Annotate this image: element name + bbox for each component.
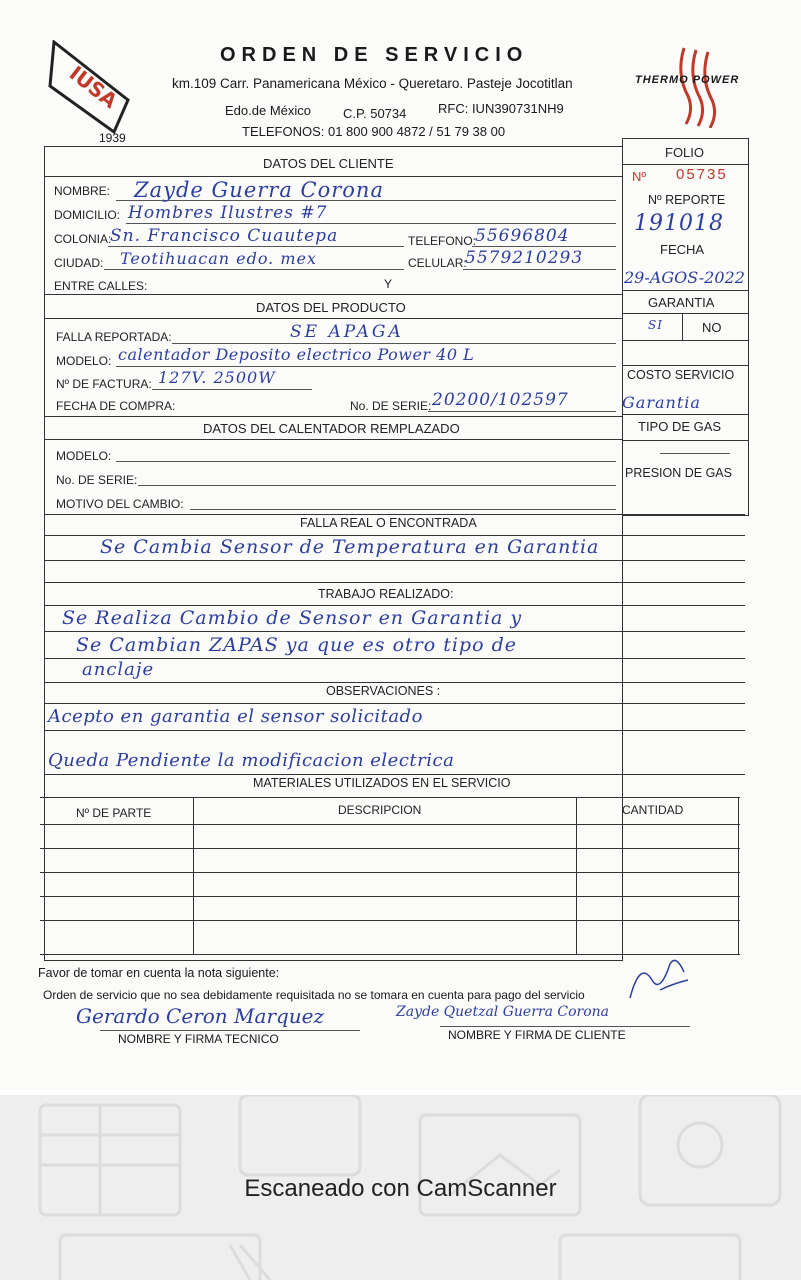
- company-cp: C.P. 50734: [343, 106, 407, 121]
- domicilio-value: Hombres Ilustres #7: [128, 203, 328, 223]
- presion-gas-label: PRESION DE GAS: [625, 466, 732, 480]
- col-numero-parte: Nº DE PARTE: [76, 806, 152, 820]
- entre-calles-label: ENTRE CALLES:: [54, 279, 148, 293]
- folio-label: FOLIO: [665, 145, 705, 160]
- section-materiales: MATERIALES UTILIZADOS EN EL SERVICIO: [253, 776, 511, 790]
- nombre-value: Zayde Guerra Corona: [134, 178, 384, 202]
- folio-number: 05735: [676, 166, 728, 183]
- reporte-value: 191018: [634, 211, 724, 236]
- colonia-label: COLONIA:: [54, 232, 112, 246]
- costo-label: COSTO SERVICIO: [627, 368, 735, 382]
- section-producto: DATOS DEL PRODUCTO: [256, 300, 406, 315]
- trabajo-line-1: Se Realiza Cambio de Sensor en Garantia y: [62, 607, 523, 629]
- celular-value: 5579210293: [465, 248, 584, 268]
- garantia-si-mark: SI: [648, 318, 663, 332]
- company-phones: TELEFONOS: 01 800 900 4872 / 51 79 38 00: [242, 124, 506, 139]
- company-address: km.109 Carr. Panamericana México - Queretaro. Pasteje Jocotitlan: [172, 76, 573, 91]
- thermo-power-logo: [630, 44, 750, 128]
- camscanner-label: Escaneado con CamScanner: [244, 1175, 557, 1202]
- costo-value: Garantia: [622, 393, 701, 412]
- serie-label: No. DE SERIE:: [350, 399, 432, 413]
- tecnico-label: NOMBRE Y FIRMA TECNICO: [118, 1032, 279, 1046]
- domicilio-label: DOMICILIO:: [54, 208, 121, 222]
- modelo-value: calentador Deposito electrico Power 40 L: [118, 345, 475, 364]
- col-descripcion: DESCRIPCION: [338, 803, 422, 817]
- ciudad-label: CIUDAD:: [54, 256, 104, 270]
- observaciones-line-2: Queda Pendiente la modificacion electrica: [48, 750, 455, 771]
- section-trabajo: TRABAJO REALIZADO:: [318, 587, 454, 601]
- footer-note-line-2: Orden de servicio que no sea debidamente requisitada no se tomara en cuenta para pago del servicio: [43, 988, 585, 1002]
- section-observaciones: OBSERVACIONES :: [326, 684, 441, 698]
- section-reemplazado: DATOS DEL CALENTADOR REMPLAZADO: [203, 421, 460, 436]
- tecnico-signature: Gerardo Ceron Marquez: [76, 1004, 325, 1028]
- nombre-label: NOMBRE:: [54, 184, 111, 198]
- brand-name: THERMO POWER: [635, 74, 740, 86]
- fecha-label: FECHA: [660, 242, 705, 257]
- garantia-label: GARANTIA: [648, 295, 715, 310]
- tipo-gas-label: TIPO DE GAS: [638, 419, 722, 434]
- camscanner-footer: [0, 1095, 801, 1280]
- garantia-no-label: NO: [702, 320, 722, 335]
- cliente-signature-scribble: [600, 950, 700, 1010]
- fecha-compra-label: FECHA DE COMPRA:: [56, 399, 176, 413]
- falla-reportada-value: SE APAGA: [290, 322, 404, 342]
- fecha-value: 29-AGOS-2022: [624, 268, 745, 287]
- col-cantidad: CANTIDAD: [622, 803, 684, 817]
- reemplazado-modelo-label: MODELO:: [56, 449, 112, 463]
- folio-prefix: Nº: [632, 169, 647, 184]
- telefono-label: TELEFONO:: [408, 234, 477, 248]
- falla-reportada-label: FALLA REPORTADA:: [56, 330, 172, 344]
- logo-year: 1939: [99, 131, 126, 145]
- logo-text: IUSA: [64, 61, 122, 113]
- motivo-cambio-label: MOTIVO DEL CAMBIO:: [56, 497, 184, 511]
- company-rfc: RFC: IUN390731NH9: [438, 101, 564, 116]
- falla-real-text: Se Cambia Sensor de Temperatura en Garantia: [100, 536, 600, 558]
- footer-note-line-1: Favor de tomar en cuenta la nota siguiente:: [38, 966, 280, 980]
- cliente-signature: Zayde Quetzal Guerra Corona: [396, 1004, 610, 1020]
- section-falla-real: FALLA REAL O ENCONTRADA: [300, 516, 477, 530]
- colonia-value: Sn. Francisco Cuautepa: [110, 226, 339, 246]
- telefono-value: 55696804: [475, 226, 570, 246]
- factura-value: 127V. 2500W: [158, 368, 276, 387]
- cliente-label: NOMBRE Y FIRMA DE CLIENTE: [448, 1028, 626, 1042]
- observaciones-line-1: Acepto en garantia el sensor solicitado: [48, 706, 423, 727]
- factura-label: Nº DE FACTURA:: [56, 377, 152, 391]
- entre-calles-y: Y: [384, 277, 393, 291]
- document-title: ORDEN DE SERVICIO: [220, 44, 529, 66]
- modelo-label: MODELO:: [56, 354, 112, 368]
- trabajo-line-3: anclaje: [82, 659, 155, 680]
- trabajo-line-2: Se Cambian ZAPAS ya que es otro tipo de: [76, 634, 517, 656]
- ciudad-value: Teotihuacan edo. mex: [120, 249, 318, 268]
- reporte-label: Nº REPORTE: [648, 193, 726, 207]
- company-state: Edo.de México: [225, 103, 311, 118]
- reemplazado-serie-label: No. DE SERIE:: [56, 473, 138, 487]
- celular-label: CELULAR:: [408, 256, 467, 270]
- serie-value: 20200/102597: [432, 390, 569, 410]
- section-cliente: DATOS DEL CLIENTE: [263, 156, 394, 171]
- iusa-logo: [48, 40, 132, 140]
